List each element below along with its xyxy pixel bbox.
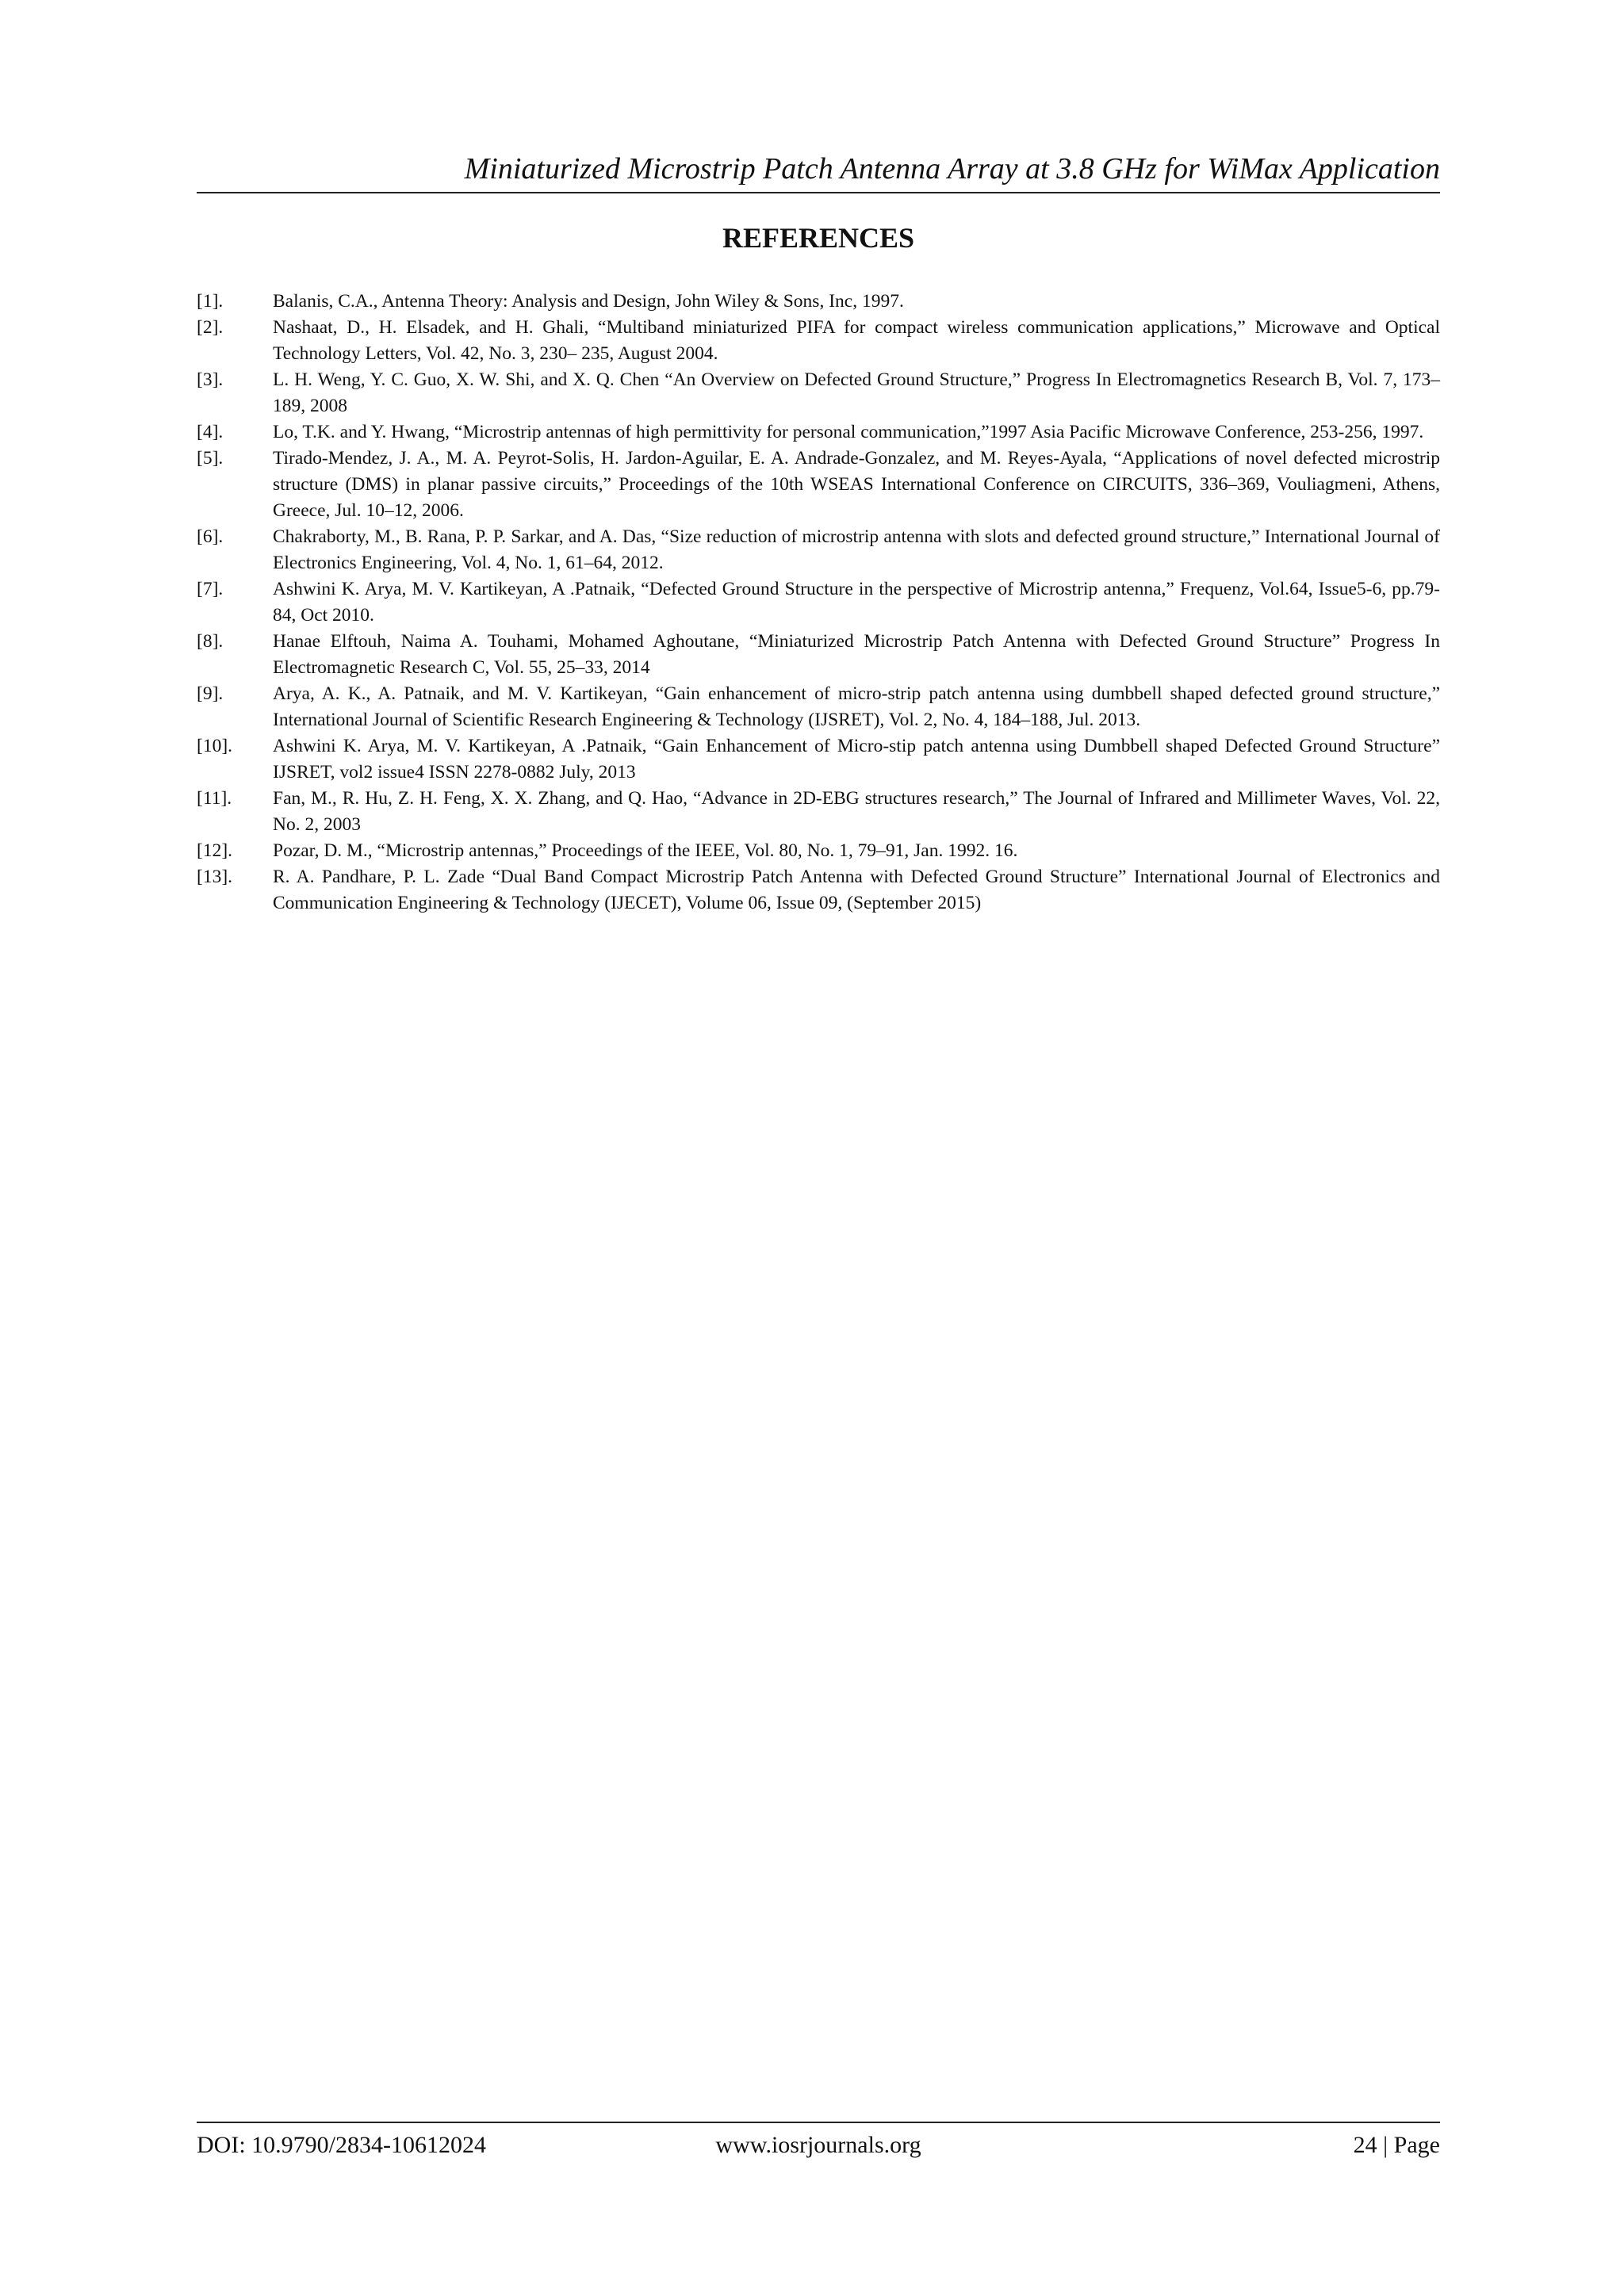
reference-text: Ashwini K. Arya, M. V. Kartikeyan, A .Patnaik, “Defected Ground Structure in the perspective of Microstrip antenna,” Frequenz, Vol.64, Issue5-6, pp.79-84, Oct 2010. bbox=[273, 579, 1440, 626]
reference-item-7 bbox=[197, 576, 1440, 629]
reference-text: Ashwini K. Arya, M. V. Kartikeyan, A .Patnaik, “Gain Enhancement of Micro-stip patch antenna using Dumbbell shaped Defected Ground Structure” IJSRET, vol2 issue4 ISSN 2278-0882 July, 2013 bbox=[273, 736, 1440, 783]
reference-text: Pozar, D. M., “Microstrip antennas,” Proceedings of the IEEE, Vol. 80, No. 1, 79–91, Jan. 1992. 16. bbox=[273, 840, 1018, 861]
reference-item-11 bbox=[197, 786, 1440, 838]
reference-text: Nashaat, D., H. Elsadek, and H. Ghali, “Multiband miniaturized PIFA for compact wireless communication applications,” Microwave and Optical Technology Letters, Vol. 42, No. 3, 230– 235, August 2004. bbox=[273, 317, 1440, 364]
reference-number: [10]. bbox=[197, 736, 233, 756]
reference-item-10 bbox=[197, 733, 1440, 786]
reference-item-12 bbox=[197, 838, 1440, 864]
reference-text: R. A. Pandhare, P. L. Zade “Dual Band Compact Microstrip Patch Antenna with Defected Ground Structure” International Journal of Electronics and Communication Engineering & Technology (IJECET), Volume 06, Issue 09, (September 2015) bbox=[273, 867, 1440, 913]
reference-number: [5]. bbox=[197, 448, 224, 469]
reference-text: Arya, A. K., A. Patnaik, and M. V. Kartikeyan, “Gain enhancement of micro-strip patch antenna using dumbbell shaped defected ground structure,” International Journal of Scientific Research Engineering & Technology (IJSRET), Vol. 2, No. 4, 184–188, Jul. 2013. bbox=[273, 683, 1440, 730]
reference-item-1 bbox=[197, 289, 1440, 315]
footer-website: www.iosrjournals.org bbox=[715, 2132, 921, 2158]
reference-number: [13]. bbox=[197, 867, 233, 887]
reference-text: Hanae Elftouh, Naima A. Touhami, Mohamed Aghoutane, “Miniaturized Microstrip Patch Antenna with Defected Ground Structure” Progress In Electromagnetic Research C, Vol. 55, 25–33, 2014 bbox=[273, 631, 1440, 678]
footer-page-number: 24 | Page bbox=[1353, 2132, 1440, 2158]
reference-number: [2]. bbox=[197, 317, 224, 338]
reference-text: L. H. Weng, Y. C. Guo, X. W. Shi, and X. Q. Chen “An Overview on Defected Ground Structure,” Progress In Electromagnetics Research B, Vol. 7, 173–189, 2008 bbox=[273, 369, 1440, 416]
page-footer bbox=[197, 2130, 1440, 2161]
reference-list bbox=[197, 289, 1440, 916]
reference-text: Tirado-Mendez, J. A., M. A. Peyrot-Solis, H. Jardon-Aguilar, E. A. Andrade-Gonzalez, and M. Reyes-Ayala, “Applications of novel defected microstrip structure (DMS) in planar passive circuits,” Proceedings of the 10th WSEAS International Conference on CIRCUITS, 336–369, Vouliagmeni, Athens, Greece, Jul. 10–12, 2006. bbox=[273, 448, 1440, 521]
footer-doi: DOI: 10.9790/2834-10612024 bbox=[197, 2132, 486, 2158]
reference-number: [11]. bbox=[197, 788, 232, 809]
running-header-title: Miniaturized Microstrip Patch Antenna Array at 3.8 GHz for WiMax Application bbox=[464, 152, 1440, 186]
reference-number: [1]. bbox=[197, 291, 224, 312]
reference-number: [4]. bbox=[197, 422, 224, 442]
reference-item-4 bbox=[197, 419, 1440, 446]
reference-text: Chakraborty, M., B. Rana, P. P. Sarkar, and A. Das, “Size reduction of microstrip antenna with slots and defected ground structure,” International Journal of Electronics Engineering, Vol. 4, No. 1, 61–64, 2012. bbox=[273, 526, 1440, 573]
header-divider bbox=[197, 192, 1440, 193]
reference-item-8 bbox=[197, 629, 1440, 681]
reference-text: Lo, T.K. and Y. Hwang, “Microstrip antennas of high permittivity for personal communication,”1997 Asia Pacific Microwave Conference, 253-256, 1997. bbox=[273, 422, 1424, 442]
reference-number: [6]. bbox=[197, 526, 224, 547]
reference-number: [9]. bbox=[197, 683, 224, 704]
footer-divider bbox=[197, 2122, 1440, 2123]
references-heading: REFERENCES bbox=[722, 222, 915, 254]
reference-item-6 bbox=[197, 524, 1440, 576]
reference-item-5 bbox=[197, 446, 1440, 524]
reference-item-9 bbox=[197, 681, 1440, 733]
reference-number: [7]. bbox=[197, 579, 224, 599]
reference-text: Balanis, C.A., Antenna Theory: Analysis and Design, John Wiley & Sons, Inc, 1997. bbox=[273, 291, 904, 312]
reference-number: [3]. bbox=[197, 369, 224, 390]
reference-number: [12]. bbox=[197, 840, 233, 861]
reference-item-2 bbox=[197, 315, 1440, 367]
reference-item-13 bbox=[197, 864, 1440, 916]
reference-number: [8]. bbox=[197, 631, 224, 652]
reference-text: Fan, M., R. Hu, Z. H. Feng, X. X. Zhang, and Q. Hao, “Advance in 2D-EBG structures research,” The Journal of Infrared and Millimeter Waves, Vol. 22, No. 2, 2003 bbox=[273, 788, 1440, 835]
reference-item-3 bbox=[197, 367, 1440, 419]
